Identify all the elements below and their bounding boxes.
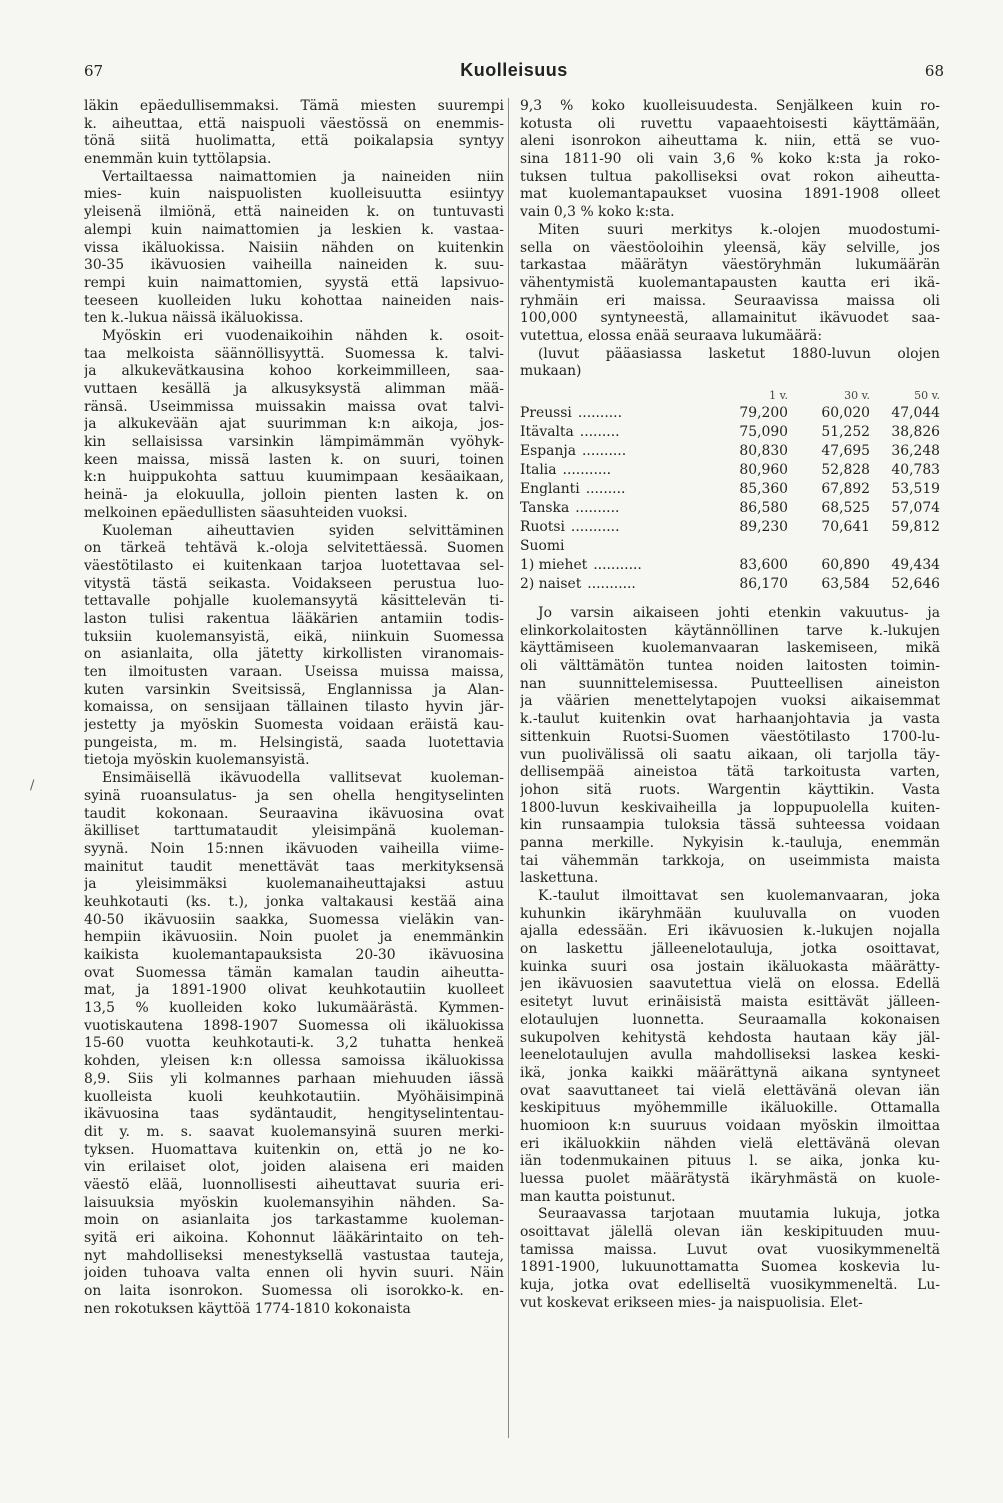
text-line: ikävuosina taas sydäntaudit, hengityselintentau-: [84, 1106, 504, 1123]
right-column-bottom-text: [520, 605, 940, 1313]
value-1v: 89,230: [739, 519, 788, 535]
text-line: luessa puolet määrätystä ikäryhmästä on kuole-: [520, 1171, 940, 1187]
text-line: 1800-luvun keskivaiheilla ja loppupuolella kuiten-: [520, 799, 940, 816]
table-body-finland: [520, 557, 940, 595]
text-line: teeseen kuolleiden luku kohottaa naineiden nais-: [84, 292, 504, 309]
text-line: kotusta oli ruvettu vapaaehtoisesti käyttämään,: [520, 115, 940, 132]
text-line: ten k.-lukua näissä ikäluokissa.: [84, 310, 304, 327]
leader-dots: .........: [585, 481, 626, 497]
value-1v: 75,090: [739, 424, 788, 440]
text-line: leenelotaulujen avulla mahdolliseksi laskea keski-: [520, 1047, 940, 1064]
text-line: vain 0,3 % koko k:sta.: [520, 204, 675, 221]
text-line: panna merkille. Nykyisin k.-tauluja, enemmän: [520, 834, 940, 851]
text-line: tyksen. Huomattava kuitenkin on, että jo ne ko-: [84, 1141, 504, 1158]
text-line: K.-taulut ilmoittavat sen kuolemanvaaran, joka: [538, 888, 940, 904]
value-1v: 80,830: [739, 443, 788, 459]
country-name: Espanja: [520, 443, 576, 459]
value-50v: 47,044: [891, 405, 940, 421]
table-row: [520, 519, 940, 538]
text-line: kin sellaisissa varsinkin lämpimämmän vyöhyk-: [84, 434, 504, 451]
text-line: 9,3 % koko kuolleisuudesta. Senjälkeen kuin ro-: [520, 98, 940, 114]
text-line: joiden tuhoava valta ennen oli hyvin suuri. Näin: [84, 1265, 504, 1282]
table-header-50v: 50 v.: [914, 389, 940, 402]
text-line: vähentymistä kuolemantapausten kautta eri ikä-: [520, 274, 940, 291]
text-line: dellisempää aineistoa tätä tarkoitusta varten,: [520, 764, 940, 781]
text-line: huomioon k:n suuruus voidaan myöskin ilmoittaa: [520, 1117, 940, 1134]
text-line: Vertailtaessa naimattomien ja naineiden niin: [102, 168, 504, 185]
value-50v: 38,826: [891, 424, 940, 440]
table-row: [520, 481, 940, 500]
value-30v: 60,020: [821, 405, 870, 421]
value-50v: 52,646: [891, 576, 940, 592]
table-row: [520, 557, 940, 576]
country-name: Tanska: [520, 500, 570, 516]
text-line: 30-35 ikävuosien vaiheilla naineiden k. suu-: [84, 257, 504, 274]
text-line: kuja, jotka ovat edelliseltä vuosikymmeneltä. Lu-: [520, 1277, 940, 1294]
value-1v: 86,170: [739, 576, 788, 592]
value-1v: 85,360: [739, 481, 788, 497]
text-line: vun puolivälissä oli saatu aikaan, oli tarjolla täy-: [520, 746, 940, 763]
text-line: Kuoleman aiheuttavien syiden selvittäminen: [102, 522, 504, 539]
text-line: laston tulisi rakentua lääkärien antamiin todis-: [84, 610, 504, 627]
value-50v: 40,783: [891, 462, 940, 478]
text-line: ryhmäin eri maissa. Seuraavissa maissa oli: [520, 292, 940, 309]
text-line: kaikista kuolemantapauksista 20-30 ikävuosina: [84, 947, 504, 963]
leader-dots: ...........: [593, 557, 642, 573]
page-title: Kuolleisuus: [460, 60, 568, 80]
text-line: Myöskin eri vuodenaikoihin nähden k. osoit-: [102, 327, 504, 344]
text-line: kuten varsinkin Sveitsissä, Englannissa ja Alan-: [84, 681, 504, 698]
text-line: ten ilmoitusten varaan. Useissa muissa maissa,: [84, 664, 504, 680]
value-50v: 53,519: [891, 481, 940, 497]
text-line: mies- kuin naispuolisten kuolleisuutta esiintyy: [84, 186, 504, 203]
text-line: elotaulujen luonnetta. Seuraamalla kokonaisen: [520, 1011, 940, 1028]
text-line: komaissa, on sensijaan tällainen tilasto hyvin jär-: [84, 699, 504, 716]
text-line: tai vähemmän tarkkoja, on useimmista maista: [520, 852, 940, 869]
right-column: [520, 98, 940, 1313]
survival-table: [520, 387, 940, 595]
text-line: tietoja myöskin kuolemansyistä.: [84, 752, 310, 769]
country-name: 1) miehet: [520, 557, 588, 573]
text-line: Ensimäisellä ikävuodella vallitsevat kuoleman-: [102, 770, 504, 787]
text-line: tönä siitä huolimatta, että poikalapsia syntyy: [84, 133, 504, 150]
text-line: mukaan): [520, 363, 582, 380]
text-line: (luvut pääasiassa lasketut 1880-luvun olojen: [538, 345, 940, 362]
text-line: syinä ruoansulatus- ja sen ohella hengityselinten: [84, 787, 504, 804]
text-line: tuksiin kuolemansyistä, eikä, niinkuin Suomessa: [84, 628, 504, 645]
text-line: vut koskevat erikseen mies- ja naispuolisia. Elet-: [520, 1294, 863, 1311]
text-line: rempi kuin naimattomien, syystä että lapsivuo-: [84, 274, 504, 291]
text-line: 40-50 ikävuosiin saakka, Suomessa vieläkin van-: [84, 911, 504, 928]
text-line: keskipituus myöhemmille ikäluokille. Ottamalla: [520, 1100, 940, 1117]
leader-dots: ...........: [570, 519, 620, 535]
value-1v: 83,600: [739, 557, 788, 573]
row-label: [520, 481, 718, 499]
text-line: nen rokotuksen käyttöä 1774-1810 kokonaista: [84, 1300, 411, 1317]
table-header: [520, 387, 940, 405]
text-line: kuolleista kuoli keuhkotautiin. Myöhäisimpinä: [84, 1088, 504, 1105]
text-line: 100,000 syntyneestä, allamainitut ikävuodet saa-: [520, 310, 940, 327]
text-line: vuotiskautena 1898-1907 Suomessa oli ikäluokissa: [84, 1017, 504, 1034]
text-line: väestötilasto ei kuitenkaan tarjoa luotettavaa sel-: [84, 557, 504, 574]
page-header: [84, 62, 944, 86]
text-line: alempi kuin naimattomien ja leskien k. vastaa-: [84, 221, 504, 238]
text-line: ikä, jonka kaikki määrättynä aikana syntyneet: [520, 1064, 940, 1081]
text-line: elinkorkolaitosten käytännöllinen tarve k.-lukujen: [520, 622, 940, 639]
leader-dots: ...........: [562, 462, 612, 478]
text-line: esitetyt luvut erinäisistä maista esittävät jälleen-: [520, 994, 940, 1011]
leader-dots: ...........: [587, 576, 636, 592]
text-line: nyt mahdolliseksi menestyksellä vastustaa tauteja,: [84, 1247, 504, 1264]
right-column-top-text: [520, 98, 940, 381]
text-line: jen ikävuosien saavutettua vielä on elossa. Edellä: [520, 976, 940, 993]
leader-dots: .........: [579, 424, 620, 440]
text-line: keuhkotauti (ks. t.), jonka valtakausi kestää aina: [84, 893, 504, 910]
text-line: yleisenä ilmiönä, että naineiden k. on tuntuvasti: [84, 204, 504, 221]
text-line: vutettua, elossa enää seuraava lukumäärä:: [520, 327, 823, 344]
text-line: kuinka suuri osa jostain ikäluokasta määrätty-: [520, 958, 940, 975]
table-row: [520, 576, 940, 595]
table-row: [520, 462, 940, 481]
text-line: on laita isonrokon. Suomessa oli isorokko-k. en-: [84, 1283, 504, 1300]
text-line: väestö elää, luonnollisesti aiheuttavat suuria eri-: [84, 1176, 504, 1193]
text-line: sella on väestöoloihin yleensä, käy selville, jos: [520, 239, 940, 256]
text-line: vuttaen kesällä ja alkusyksystä alimman mää-: [84, 381, 504, 397]
text-line: sittenkuin Ruotsi-Suomen väestötilasto 1700-lu-: [520, 728, 940, 745]
text-line: melkoinen epäedullisten säasuhteiden vuoksi.: [84, 504, 408, 521]
text-line: 15-60 vuotta keuhkotauti-k. 3,2 tuhatta henkeä: [84, 1035, 504, 1052]
table-body: [520, 405, 940, 538]
value-1v: 80,960: [739, 462, 788, 478]
text-line: syitä eri aikoina. Kohonnut lääkärintaito on teh-: [84, 1230, 504, 1246]
country-name: Englanti: [520, 481, 580, 497]
text-line: tettavalle pohjalle kuolemansyytä käsittelevän ti-: [84, 593, 504, 610]
value-30v: 47,695: [821, 443, 870, 459]
table-subheading-suomi: Suomi: [520, 538, 565, 554]
text-line: taa melkoista säännöllisyyttä. Suomessa k. talvi-: [84, 345, 504, 362]
table-row: [520, 443, 940, 462]
value-30v: 63,584: [821, 576, 870, 592]
table-header-1v: 1 v.: [769, 389, 788, 402]
table-row: [520, 405, 940, 424]
text-line: keen maissa, missä lasten k. on suuri, toinen: [84, 451, 504, 468]
text-line: Seuraavassa tarjotaan muutamia lukuja, jotka: [538, 1206, 940, 1223]
row-label: [520, 576, 718, 594]
country-name: Ruotsi: [520, 519, 565, 535]
leader-dots: ..........: [575, 500, 620, 516]
text-line: aleni isonrokon aiheuttama k. niin, että se vuo-: [520, 133, 940, 150]
country-name: Preussi: [520, 405, 572, 421]
text-line: k:n huippukohta sattuu kuumimpaan kesäaikaan,: [84, 469, 504, 486]
text-line: on asianlaita, olla jätetty kirkollisten viranomais-: [84, 646, 504, 663]
table-row: [520, 500, 940, 519]
text-line: tuksen tultua pakolliseksi ovat rokon aiheutta-: [520, 168, 940, 185]
text-line: 13,5 % kuolleiden koko lukumäärästä. Kymmen-: [84, 1000, 504, 1017]
value-1v: 86,580: [739, 500, 788, 516]
text-line: johon sitä ruots. Wargentin käyttikin. Vasta: [520, 781, 940, 798]
value-30v: 68,525: [821, 500, 870, 516]
text-line: läkin epäedullisemmaksi. Tämä miesten suurempi: [84, 98, 504, 114]
text-line: Jo varsin aikaiseen johti etenkin vakuutus- ja: [538, 605, 940, 621]
text-line: hempiin ikävuosiin. Noin puolet ja enemmänkin: [84, 929, 504, 946]
text-line: vissa ikäluokissa. Naisiin nähden on kuitenkin: [84, 239, 504, 256]
text-line: on tärkeä tehtävä k.-oloja selvitettäessä. Suomen: [84, 540, 504, 557]
text-line: ajalla edessään. Eri ikävuosien k.-lukujen nojalla: [520, 923, 940, 940]
text-line: syynä. Noin 15:nnen ikävuoden vaiheilla viime-: [84, 840, 504, 857]
text-line: kin runsaampia tuloksia tässä suhteessa voidaan: [520, 817, 940, 834]
table-row: [520, 424, 940, 443]
text-line: k. aiheuttaa, että naispuoli väestössä on enemmis-: [84, 115, 504, 132]
text-line: k.-taulut kuitenkin ovat harhaanjohtavia ja vasta: [520, 711, 940, 728]
text-line: 8,9. Siis yli kolmannes parhaan miehuuden iässä: [84, 1070, 504, 1087]
text-line: mat kuolemantapaukset vuosina 1891-1908 olleet: [520, 186, 940, 203]
table-header-30v: 30 v.: [844, 389, 870, 402]
text-line: kuhunkin ikäryhmään kuuluvalla on vuoden: [520, 905, 940, 922]
value-50v: 57,074: [891, 500, 940, 516]
text-line: pungeista, m. m. Helsingistä, saada luotettavia: [84, 734, 504, 751]
text-line: enemmän kuin tyttölapsia.: [84, 151, 272, 168]
row-label: [520, 443, 718, 461]
text-line: laskettuna.: [520, 870, 599, 887]
value-1v: 79,200: [739, 405, 788, 421]
row-label: [520, 557, 718, 575]
text-line: ja alkukevätkausina kohoo korkeimmilleen, saa-: [84, 363, 504, 380]
text-line: jestetty ja myöskin Suomesta voidaan eräistä kau-: [84, 717, 504, 734]
text-line: ovat saavuttaneet tai vielä elettävänä olevan iän: [520, 1082, 940, 1099]
text-line: osoittavat jälellä olevan iän keskipituuden muu-: [520, 1224, 940, 1241]
row-label: [520, 519, 718, 537]
text-line: ränsä. Useimmissa muissakin maissa ovat talvi-: [84, 398, 504, 415]
text-line: ovat Suomessa tämän kamalan taudin aiheutta-: [84, 964, 504, 981]
value-30v: 70,641: [821, 519, 870, 535]
margin-mark: /: [30, 778, 35, 793]
text-line: vin erilaiset olot, joiden alaisena eri maiden: [84, 1159, 504, 1176]
text-line: ja yleisimmäksi kuolemanaiheuttajaksi astuu: [84, 876, 504, 893]
row-label: [520, 500, 718, 518]
value-50v: 36,248: [891, 443, 940, 459]
value-50v: 59,812: [891, 519, 940, 535]
row-label: [520, 424, 718, 442]
text-line: oli välttämätön tuntea noiden laitosten toimin-: [520, 658, 940, 675]
column-divider: [508, 98, 509, 1438]
text-line: heinä- ja elokuulla, jolloin pienten lasten k. on: [84, 487, 504, 504]
text-line: eri ikäluokkiin nähden vielä elettävänä olevan: [520, 1135, 940, 1152]
text-line: iän todenmukainen pituus l. se aika, jonka ku-: [520, 1153, 940, 1170]
value-30v: 52,828: [821, 462, 870, 478]
country-name: Itävalta: [520, 424, 574, 440]
text-line: taudit kokonaan. Seuraavina ikävuosina ovat: [84, 805, 504, 822]
leader-dots: ..........: [581, 443, 627, 459]
text-line: käyttämiseen kuolemanvaaran laskemiseen, mikä: [520, 640, 940, 657]
text-line: vitystä tästä seikasta. Voidakseen perustua luo-: [84, 575, 504, 592]
leader-dots: ..........: [577, 405, 623, 421]
value-30v: 51,252: [821, 424, 870, 440]
text-line: 1891-1900, lukuunottamatta Suomea koskevia lu-: [520, 1259, 940, 1276]
text-line: kohden, yleisen k:n ollessa samoissa ikäluokissa: [84, 1053, 504, 1070]
text-line: nan suunnittelemisessa. Puutteellisen aineiston: [520, 675, 940, 692]
text-line: on laskettu jälleenelotauluja, jotka osoittavat,: [520, 941, 940, 958]
left-column: [84, 98, 504, 1318]
text-line: moin on asianlaita jos tarkastamme kuoleman-: [84, 1212, 504, 1229]
row-label: [520, 405, 718, 423]
text-line: dit y. m. s. saavat kuolemansyinä suuren merki-: [84, 1123, 504, 1140]
page-number-left: 67: [84, 62, 104, 80]
text-line: tarkastaa määrätyn väestöryhmän lukumäärän: [520, 257, 940, 274]
text-line: man kautta poistunut.: [520, 1188, 676, 1205]
text-line: ja väärien menettelytapojen vuoksi aikaisemmat: [520, 693, 940, 710]
text-line: äkilliset tarttumataudit yleisimpänä kuoleman-: [84, 823, 504, 840]
text-line: Miten suuri merkitys k.-olojen muodostumi-: [538, 221, 940, 238]
text-line: ja alkukevään ajat suurimman k:n aikoja, jos-: [84, 416, 504, 433]
text-line: sukupolven kehitystä kehdosta hautaan käy jäl-: [520, 1029, 940, 1046]
value-30v: 60,890: [821, 557, 870, 573]
value-50v: 49,434: [891, 557, 940, 573]
country-name: 2) naiset: [520, 576, 582, 592]
page-number-right: 68: [924, 62, 944, 80]
text-line: sina 1811-90 oli vain 3,6 % koko k:sta ja roko-: [520, 151, 940, 168]
text-line: tamissa maissa. Luvut ovat vuosikymmeneltä: [520, 1241, 940, 1258]
text-line: mainitut taudit menettävät taas merkityksensä: [84, 858, 504, 875]
text-line: mat, ja 1891-1900 olivat keuhkotautiin kuolleet: [84, 982, 504, 999]
value-30v: 67,892: [821, 481, 870, 497]
row-label: [520, 462, 718, 480]
text-line: laisuuksia myöskin kuolemansyihin nähden. Sa-: [84, 1194, 504, 1211]
country-name: Italia: [520, 462, 557, 478]
